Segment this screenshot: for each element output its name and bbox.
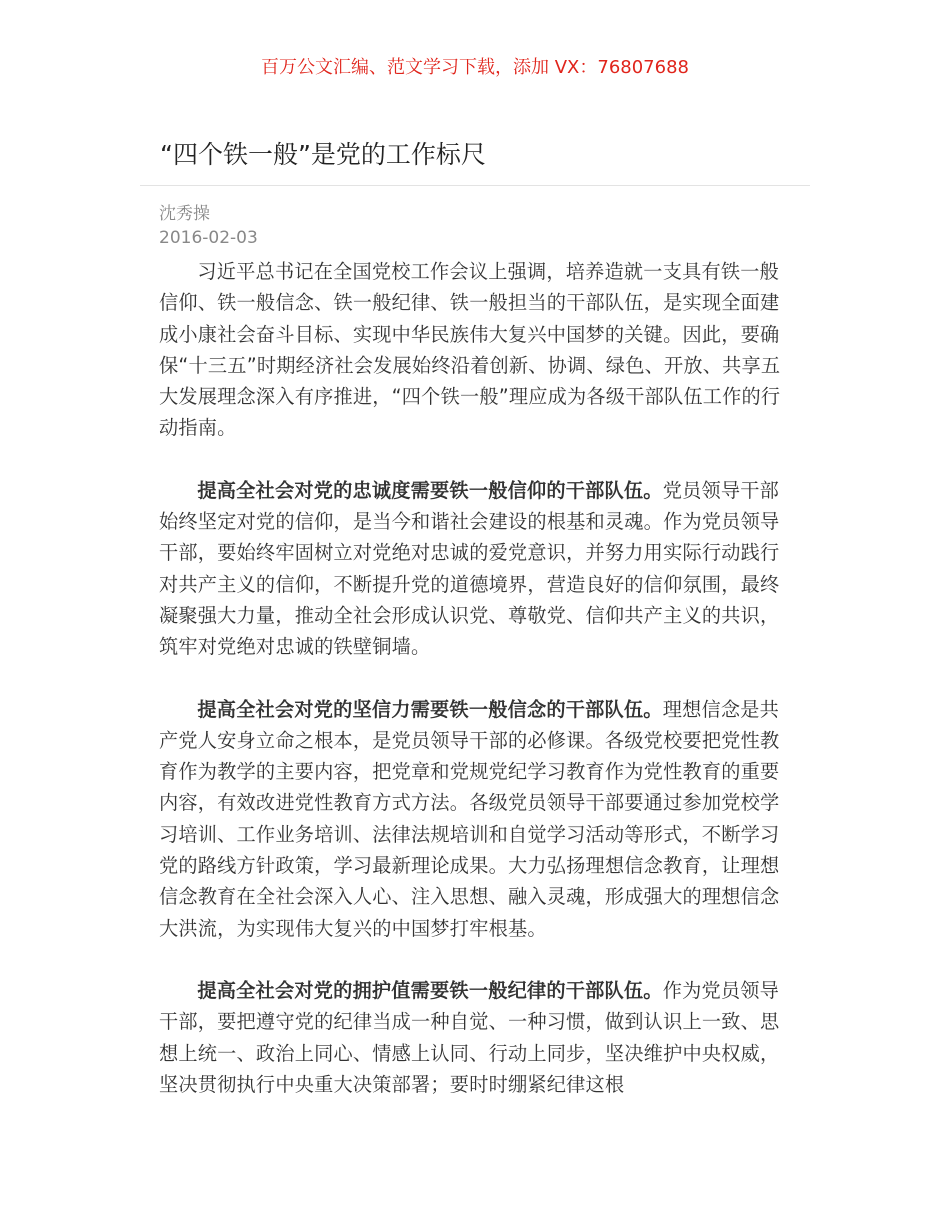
article-date: 2016-02-03 — [159, 228, 258, 248]
paragraph-text: 习近平总书记在全国党校工作会议上强调，培养造就一支具有铁一般信仰、铁一般信念、铁一般纪律、铁一般担当的干部队伍，是实现全面建成小康社会奋斗目标、实现中华民族伟大复兴中国梦的关键。因此，要确保“十三五”时期经济社会发展始终沿着创新、协调、绿色、开放、共享五大发展理念深入有序推进，“四个铁一般”理应成为各级干部队伍工作的行动指南。 — [159, 260, 781, 440]
article-paragraph — [159, 256, 792, 444]
paragraph-text: 党员领导干部始终坚定对党的信仰，是当今和谐社会建设的根基和灵魂。作为党员领导干部，要始终牢固树立对党绝对忠诚的爱党意识，并努力用实际行动践行对共产主义的信仰，不断提升党的道德境界，营造良好的信仰氛围，最终凝聚强大力量，推动全社会形成认识党、尊敬党、信仰共产主义的共识，筑牢对党绝对忠诚的铁壁铜墙。 — [159, 478, 780, 659]
paragraph-lead: 提高全社会对党的拥护值需要铁一般纪律的干部队伍。 — [197, 978, 663, 1002]
paragraph-text: 理想信念是共产党人安身立命之根本，是党员领导干部的必修课。各级党校要把党性教育作为教学的主要内容，把党章和党规党纪学习教育作为党性教育的重要内容，有效改进党性教育方式方法。各级党员领导干部要通过参加党校学习培训、工作业务培训、法律法规培训和自觉学习活动等形式，不断学习党的路线方针政策，学习最新理论成果。大力弘扬理想信念教育，让理想信念教育在全社会深入人心、注入思想、融入灵魂，形成强大的理想信念大洪流，为实现伟大复兴的中国梦打牢根基。 — [159, 697, 780, 940]
paragraph-lead: 提高全社会对党的忠诚度需要铁一般信仰的干部队伍。 — [197, 478, 663, 502]
article-paragraph — [159, 694, 792, 944]
promo-banner: 百万公文汇编、范文学习下载，添加 VX：76807688 — [261, 57, 689, 78]
article-paragraph — [159, 975, 792, 1100]
paragraph-lead: 提高全社会对党的坚信力需要铁一般信念的干部队伍。 — [197, 697, 663, 721]
article-body — [159, 256, 792, 1131]
article-author: 沈秀操 — [159, 204, 210, 224]
article-title: “四个铁一般”是党的工作标尺 — [160, 140, 486, 169]
paragraph-text: 作为党员领导干部，要把遵守党的纪律当成一种自觉、一种习惯，做到认识上一致、思想上统一、政治上同心、情感上认同、行动上同步，坚决维护中央权威，坚决贯彻执行中央重大决策部署；要时时绷紧纪律这根 — [159, 978, 780, 1096]
title-divider — [140, 185, 810, 186]
article-paragraph — [159, 475, 792, 663]
